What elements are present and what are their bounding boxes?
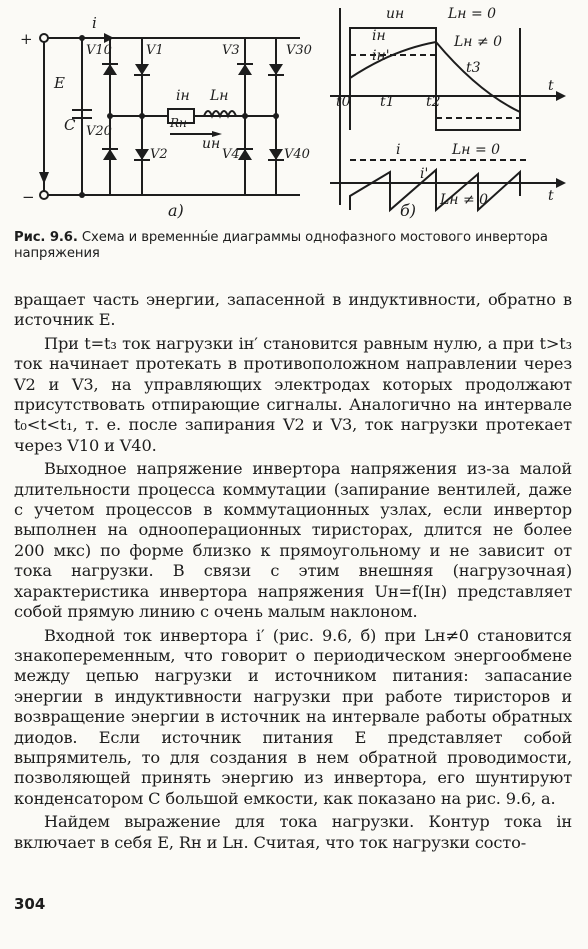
wave-label-un: uн xyxy=(386,6,405,22)
diode-label-v40: V40 xyxy=(284,147,310,162)
diode-label-v10: V10 xyxy=(86,43,112,58)
wave-b-ln-nonzero: Lн ≠ 0 xyxy=(440,192,489,208)
circuit-label-in: iн xyxy=(176,88,190,104)
circuit-label-i: i xyxy=(92,14,97,32)
body-text xyxy=(14,290,572,853)
page-number: 304 xyxy=(14,895,46,913)
circuit-label-Ln: Lн xyxy=(210,88,229,104)
wave-axis-t: t xyxy=(548,78,554,94)
figure-caption xyxy=(14,230,574,262)
thyristor-label-v4: V4 xyxy=(222,147,240,162)
paragraph: Выходное напряжение инвертора напряжения из-за малой длительности процесса коммутации (запирание вентилей, даже с учетом процессов в коммутационных узлах, если инвертор выполнен на однооперационных тиристорах, длится не более 200 мкс) по форме близко к прямоугольному и не зависит от тока нагрузки. В связи с этим внешняя (нагрузочная) характеристика инвертора напряжения Uн=f(Iн) представляет собой прямую линию с очень малым наклоном. xyxy=(14,459,572,622)
circuit-label-C: C xyxy=(64,116,76,134)
circuit-label-un: uн xyxy=(202,136,221,152)
wave-b-label-i-prime: i' xyxy=(420,166,429,182)
wave-label-in: iн xyxy=(372,28,386,44)
wave-time-t3: t3 xyxy=(466,60,481,76)
wave-sublabel: б) xyxy=(400,201,417,220)
wave-label-ln-zero: Lн = 0 xyxy=(448,6,497,22)
diode-label-v30: V30 xyxy=(286,43,312,58)
circuit-plus-sign: + xyxy=(20,30,33,48)
thyristor-label-v3: V3 xyxy=(222,43,240,58)
circuit-label-Rn-visible: Rн xyxy=(170,116,187,130)
wave-label-ln-nonzero: Lн ≠ 0 xyxy=(454,34,503,50)
wave-b-axis-t: t xyxy=(548,188,554,204)
wave-b-ln-zero: Lн = 0 xyxy=(452,142,501,158)
paragraph: При t=t₃ ток нагрузки iн′ становится равным нулю, а при t>t₃ ток начинает протекать в противоположном направлении через V2 и V3, на управляющих электродах которых продолжают присутствовать отпирающие сигналы. Аналогично на интервале t₀<t<t₁, т. е. после запирания V2 и V3, ток нагрузки протекает через V10 и V40. xyxy=(14,333,572,455)
paragraph: Найдем выражение для тока нагрузки. Контур тока iн включает в себя E, Rн и Lн. Считая, что ток нагрузки состо- xyxy=(14,812,572,852)
caption-text: Схема и временны́е диаграммы однофазного мостового инвертора напряжения xyxy=(14,230,548,261)
paragraph-continued: вращает часть энергии, запасенной в индуктивности, обратно в источник E. xyxy=(14,290,572,330)
figure-9-6 xyxy=(0,0,588,224)
diode-label-v20: V20 xyxy=(86,124,112,139)
circuit-label-E: E xyxy=(54,74,65,92)
thyristor-label-v1: V1 xyxy=(146,43,164,58)
caption-number: Рис. 9.6. xyxy=(14,230,78,245)
thyristor-label-v2: V2 xyxy=(150,147,168,162)
wave-time-t1: t1 xyxy=(380,94,395,110)
circuit-minus-sign: − xyxy=(22,188,35,206)
circuit-sublabel: а) xyxy=(168,201,184,220)
wave-time-t0: t0 xyxy=(336,94,351,110)
wave-label-in-prime: iн' xyxy=(372,48,390,64)
wave-b-label-i: i xyxy=(396,142,401,158)
wave-time-t2: t2 xyxy=(426,94,441,110)
paragraph: Входной ток инвертора i′ (рис. 9.6, б) при Lн≠0 становится знакопеременным, что говорит о периодическом энергообмене между цепью нагрузки и источником питания: запасание энергии в индуктивности нагрузки при работе тиристоров и возвращение энергии в источник на интервале работы обратных диодов. Если источник питания E представляет собой выпрямитель, то для создания в нем обратной проводимости, позволяющей принять энергию из инвертора, его шунтируют конденсатором C большой емкости, как показано на рис. 9.6, а. xyxy=(14,625,572,808)
